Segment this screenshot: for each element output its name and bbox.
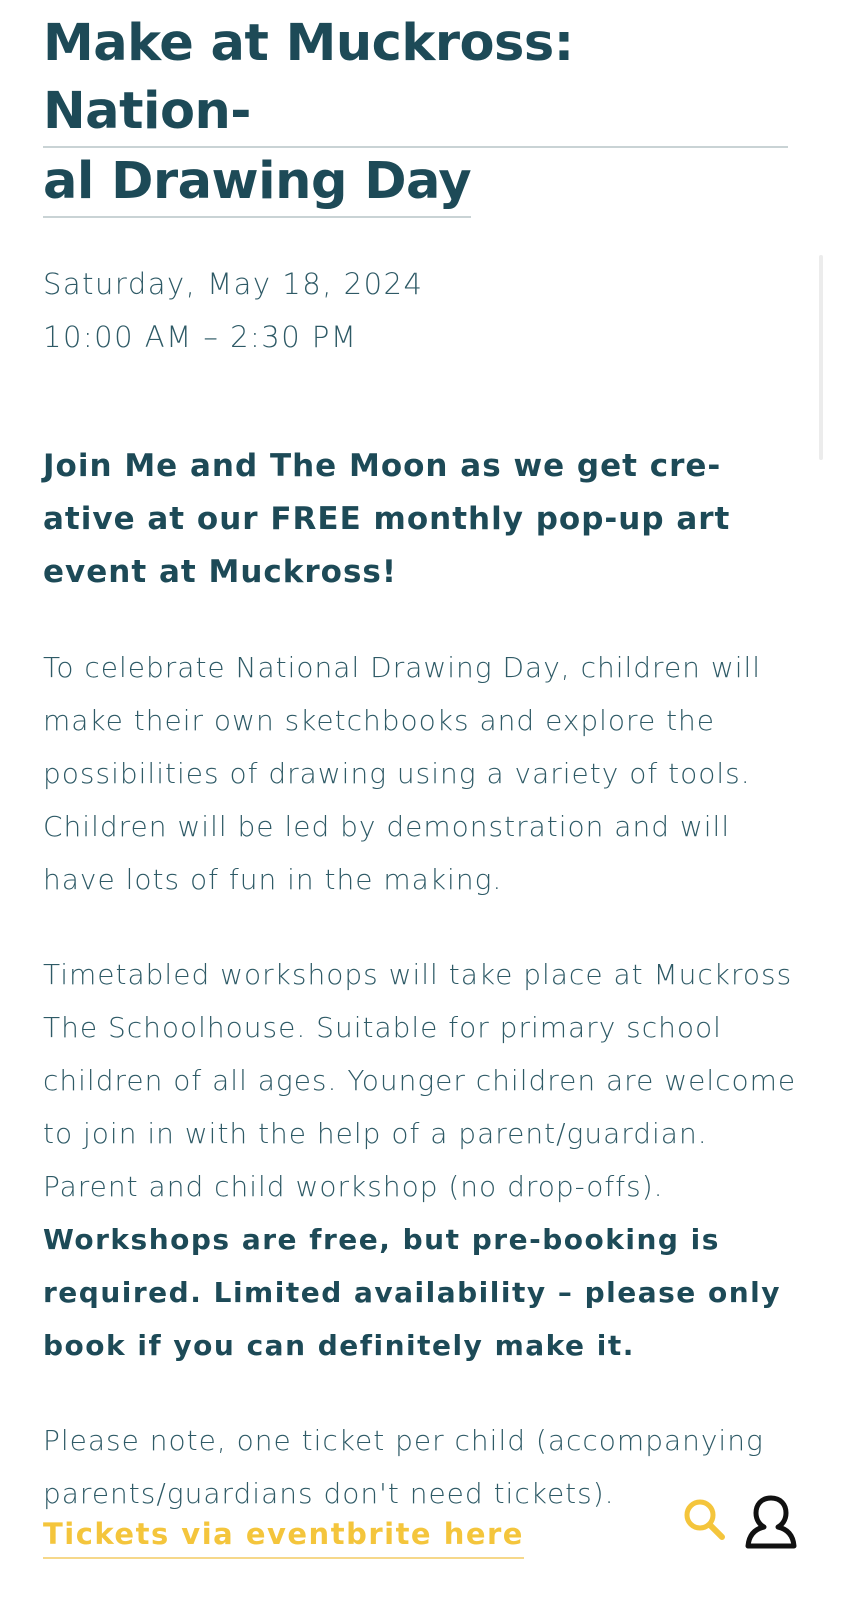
ticket-note: Please note, one ticket per child (accompanying parents/guardians don't need tickets). [43,1424,764,1510]
search-button[interactable] [681,1496,729,1544]
workshop-info-text: Timetabled workshops will take place at Muckross The Schoolhouse. Suitable for primary school children of all ages. Younger children are welcome to join in with the help of a parent/guardian. Parent and child workshop (no drop-offs). [43,958,797,1203]
booking-notice: Workshops are free, but pre-booking is required. Limited availability – please only book if you can definitely make it. [43,1223,782,1362]
event-date: Saturday, May 18, 2024 [43,267,424,301]
description-paragraph-2 [43,948,803,1372]
event-meta [43,258,803,364]
title-line-1: Make at Muckross: Nation- [43,10,788,148]
page-title [43,0,803,218]
description-paragraph-1: To celebrate National Drawing Day, children will make their own sketchbooks and explore the possibilities of drawing using a variety of tools. Children will be led by demonstration and will have lots of fun in the making. [43,651,762,896]
event-time: 10:00 AM – 2:30 PM [43,320,358,354]
account-button[interactable] [742,1493,800,1551]
tickets-link[interactable]: Tickets via eventbrite here [43,1513,524,1559]
event-content [43,0,803,1548]
scroll-indicator[interactable] [819,255,823,460]
lead-paragraph: Join Me and The Moon as we get cre-ative at our FREE monthly pop-up art event at Muckross! [43,448,731,590]
title-line-2: al Drawing Day [43,148,471,218]
user-icon [742,1493,800,1551]
search-icon [681,1496,729,1544]
